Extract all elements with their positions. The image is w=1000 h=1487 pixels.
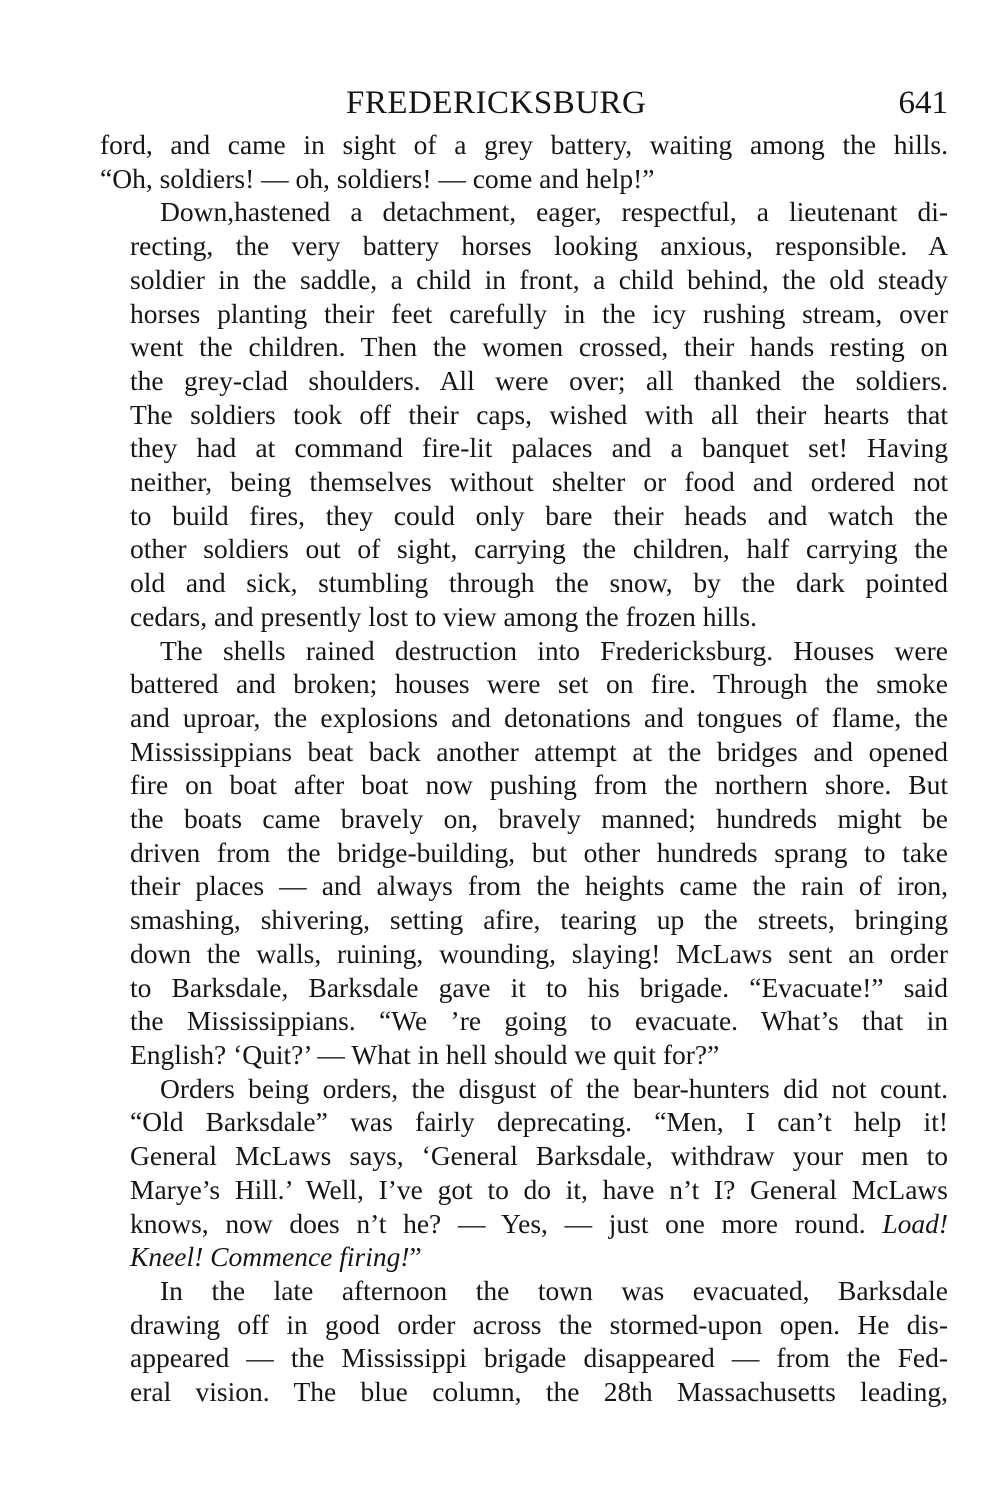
text-line: their places — and always from the heights came the rain of iron,	[130, 870, 948, 902]
text-line: drawing off in good order across the stormed-upon open. He dis-	[130, 1308, 948, 1340]
text-line: In the late afternoon the town was evacuated, Barksdale	[160, 1274, 948, 1306]
paragraph-3	[100, 634, 948, 1072]
page-number: 641	[898, 85, 948, 121]
text-line: smashing, shivering, setting afire, tearing up the streets, bringing	[130, 904, 948, 936]
text-line: battered and broken; houses were set on fire. Through the smoke	[130, 668, 948, 700]
text-line: Orders being orders, the disgust of the bear-hunters did not count.	[160, 1072, 948, 1104]
text-line: Marye’s Hill.’ Well, I’ve got to do it, have n’t I? General McLaws	[130, 1173, 948, 1205]
text-line: the grey-clad shoulders. All were over; all thanked the soldiers.	[130, 364, 948, 396]
book-page	[100, 80, 948, 1409]
text-line: driven from the bridge-building, but other hundreds sprang to take	[130, 836, 948, 868]
italic-text: Kneel! Commence firing!	[130, 1241, 410, 1273]
paragraph-4	[100, 1072, 948, 1274]
text-line: English? ‘Quit?’ — What in hell should we quit for?”	[130, 1038, 720, 1070]
text-line: the boats came bravely on, bravely manned; hundreds might be	[130, 803, 948, 835]
text-line: and uproar, the explosions and detonations and tongues of flame, the	[130, 701, 948, 733]
running-header	[100, 80, 948, 126]
text-segment: knows, now does n’t he? — Yes, — just one more round.	[130, 1207, 866, 1239]
paragraph-5	[100, 1274, 948, 1409]
text-line: The soldiers took off their caps, wished with all their hearts that	[130, 398, 948, 430]
text-line: “Oh, soldiers! — oh, soldiers! — come and help!”	[100, 162, 655, 194]
text-line: Mississippians beat back another attempt at the bridges and opened	[130, 735, 948, 767]
paragraph-1	[100, 128, 948, 195]
text-line: horses planting their feet carefully in the icy rushing stream, over	[130, 297, 948, 329]
text-line: other soldiers out of sight, carrying the children, half carrying the	[130, 533, 948, 565]
text-line: the Mississippians. “We ’re going to evacuate. What’s that in	[130, 1005, 948, 1037]
text-line: “Old Barksdale” was fairly deprecating. “Men, I can’t help it!	[130, 1106, 948, 1138]
text-line: old and sick, stumbling through the snow, by the dark pointed	[130, 567, 948, 599]
text-line: appeared — the Mississippi brigade disappeared — from the Fed-	[130, 1342, 948, 1374]
text-line: they had at command fire-lit palaces and a banquet set! Having	[130, 432, 948, 464]
text-line: The shells rained destruction into Fredericksburg. Houses were	[160, 634, 948, 666]
text-line: Down,hastened a detachment, eager, respectful, a lieutenant di-	[160, 196, 948, 228]
text-line: recting, the very battery horses looking anxious, responsible. A	[130, 230, 948, 262]
text-line: down the walls, ruining, wounding, slaying! McLaws sent an order	[130, 937, 948, 969]
text-line: General McLaws says, ‘General Barksdale, withdraw your men to	[130, 1140, 948, 1172]
body-text	[100, 128, 948, 1409]
text-line-italic	[100, 1240, 948, 1274]
text-line: soldier in the saddle, a child in front, a child behind, the old steady	[130, 263, 948, 295]
text-line: cedars, and presently lost to view among the frozen hills.	[130, 600, 757, 632]
text-line-with-italic	[100, 1207, 948, 1241]
text-line: eral vision. The blue column, the 28th Massachusetts leading,	[130, 1376, 948, 1408]
closing-quote: ”	[409, 1241, 422, 1273]
italic-text: Load!	[882, 1207, 949, 1239]
text-line: to Barksdale, Barksdale gave it to his brigade. “Evacuate!” said	[130, 971, 948, 1003]
text-line: neither, being themselves without shelter or food and ordered not	[130, 466, 948, 498]
text-line: to build fires, they could only bare their heads and watch the	[130, 499, 948, 531]
running-title: FREDERICKSBURG	[346, 85, 647, 121]
text-line: fire on boat after boat now pushing from the northern shore. But	[130, 769, 948, 801]
text-line: ford, and came in sight of a grey battery, waiting among the hills.	[100, 129, 948, 160]
text-line: went the children. Then the women crossed, their hands resting on	[130, 331, 948, 363]
paragraph-2	[100, 195, 948, 633]
